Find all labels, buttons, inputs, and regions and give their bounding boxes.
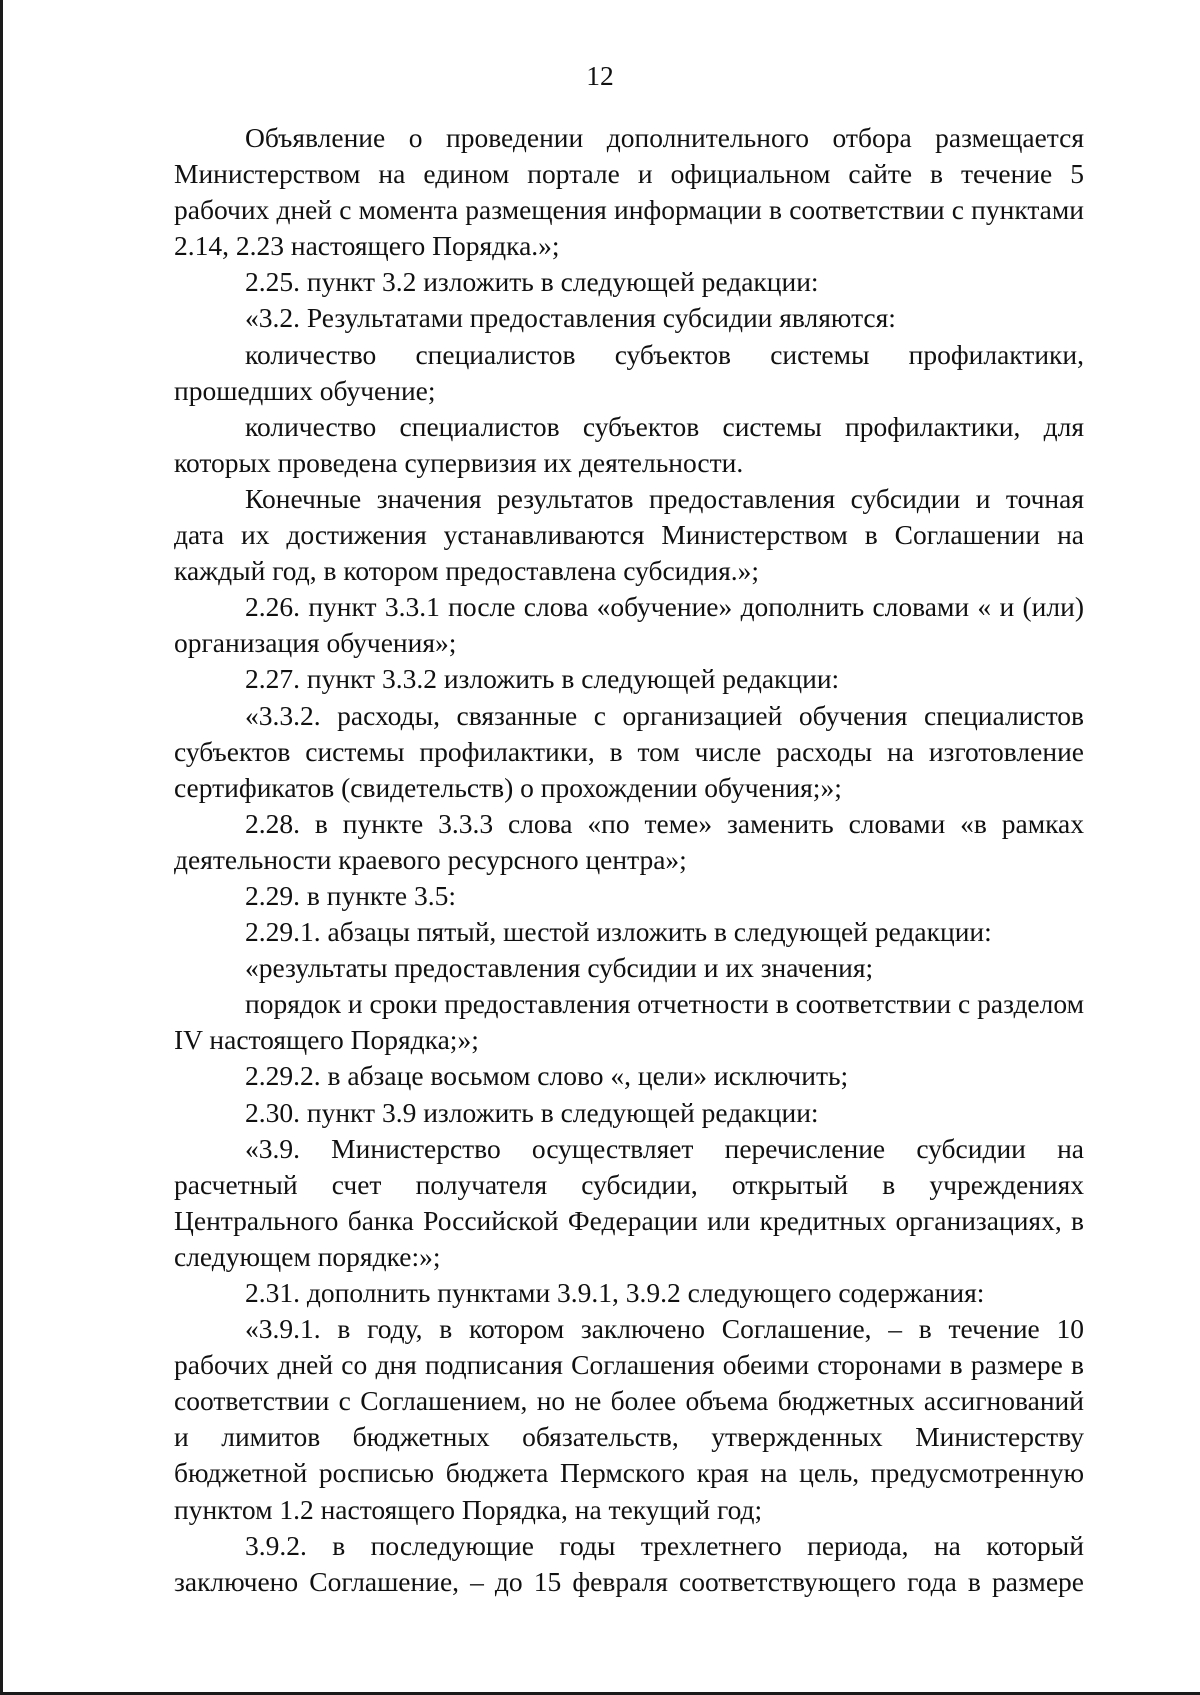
- paragraph-2-31: 2.31. дополнить пунктами 3.9.1, 3.9.2 следующего содержания:: [245, 1277, 985, 1308]
- scan-border-left: [0, 0, 3, 1695]
- paragraph-final-values: Конечные значения результатов предоставления субсидии и точная дата их достижения устанавливаются Министерством в Соглашении на каждый год, в котором предоставлена субсидия.»;: [174, 482, 1084, 587]
- paragraph-2-28: 2.28. в пункте 3.3.3 слова «по теме» заменить словами «в рамках деятельности краевого ресурсного центра»;: [174, 807, 1084, 875]
- paragraph-3-2: «3.2. Результатами предоставления субсидии являются:: [245, 302, 896, 334]
- paragraph-result-trained: количество специалистов субъектов системы профилактики, прошедших обучение;: [174, 338, 1084, 406]
- paragraph-3-9-1: «3.9.1. в году, в котором заключено Соглашение, – в течение 10 рабочих дней со дня подписания Соглашения обеими сторонами в размере в соответствии с Соглашением, но не более объема бюджетных ассигнований и лимитов бюджетных обязательств, утвержденных Министерству бюджетной росписью бюджета Пермского края на цель, предусмотренную пунктом 1.2 настоящего Порядка, на текущий год;: [174, 1313, 1084, 1525]
- document-body: [174, 120, 1084, 1600]
- paragraph-2-29-2: 2.29.2. в абзаце восьмом слово «, цели» исключить;: [245, 1060, 849, 1092]
- paragraph-reporting-order: порядок и сроки предоставления отчетности в соответствии с разделом IV настоящего Порядка;»;: [174, 988, 1084, 1056]
- paragraph-2-29-1: 2.29.1. абзацы пятый, шестой изложить в следующей редакции:: [245, 916, 992, 948]
- paragraph-results-values: «результаты предоставления субсидии и их значения;: [245, 952, 874, 984]
- paragraph-3-9: «3.9. Министерство осуществляет перечисление субсидии на расчетный счет получателя субсидии, открытый в учреждениях Центрального банка Российской Федерации или кредитных организациях, в следующем порядке:»;: [174, 1132, 1084, 1272]
- paragraph-2-30: 2.30. пункт 3.9 изложить в следующей редакции:: [245, 1096, 819, 1128]
- paragraph-2-27: 2.27. пункт 3.3.2 изложить в следующей редакции:: [245, 663, 840, 695]
- paragraph-announcement: Объявление о проведении дополнительного отбора размещается Министерством на едином портале и официальном сайте в течение 5 рабочих дней с момента размещения информации в соответствии с пунктами 2.14, 2.23 настоящего Порядка.»;: [174, 122, 1084, 262]
- paragraph-result-supervision: количество специалистов субъектов системы профилактики, для которых проведена супервизия их деятельности.: [174, 410, 1084, 478]
- page-number: 12: [586, 60, 614, 91]
- paragraph-3-9-2: 3.9.2. в последующие годы трехлетнего периода, на который заключено Соглашение, – до 15 февраля соответствующего года в размере: [174, 1529, 1084, 1597]
- paragraph-2-26: 2.26. пункт 3.3.1 после слова «обучение» дополнить словами « и (или) организация обучения»;: [174, 591, 1084, 659]
- paragraph-2-29: 2.29. в пункте 3.5:: [245, 879, 457, 911]
- paragraph-2-25: 2.25. пункт 3.2 изложить в следующей редакции:: [245, 266, 819, 298]
- paragraph-3-3-2: «3.3.2. расходы, связанные с организацией обучения специалистов субъектов системы профилактики, в том числе расходы на изготовление сертификатов (свидетельств) о прохождении обучения;»;: [174, 699, 1084, 803]
